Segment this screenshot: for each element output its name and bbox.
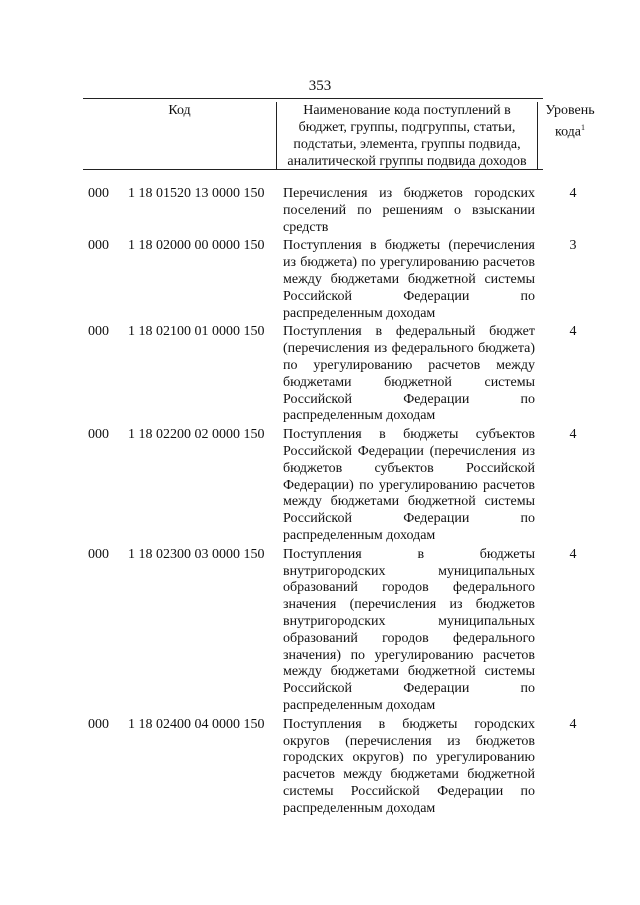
table-row — [0, 324, 640, 425]
row-code: 1 18 01520 13 0000 150 — [128, 186, 265, 201]
row-group-code: 000 — [88, 186, 109, 201]
table-row — [0, 547, 640, 715]
row-group-code: 000 — [88, 238, 109, 254]
row-level: 4 — [569, 427, 577, 443]
header-name: Наименование кода поступлений в бюджет, группы, подгруппы, статьи, подстатьи, элемента, группы подвида, аналитической группы подвида доходов — [276, 102, 538, 169]
table-row — [0, 238, 640, 322]
row-code: 1 18 02400 04 0000 150 — [128, 716, 265, 732]
row-code: 1 18 02200 02 0000 150 — [128, 427, 265, 443]
row-group-code: 000 — [88, 427, 109, 443]
table-row — [0, 427, 640, 545]
row-name: Поступления в бюджеты субъектов Российской Федерации (перечисления из бюджетов субъектов Российской Федерации) по урегулированию расчетов между бюджетами бюджетной системы Российской Федерации по распределенным доходам — [283, 427, 535, 543]
row-name: Поступления в федеральный бюджет (перечисления из федерального бюджета) по урегулированию расчетов между бюджетами бюджетной системы Российской Федерации по распределенным доходам — [283, 324, 535, 424]
table-header — [83, 98, 595, 170]
row-group-code: 000 — [88, 324, 109, 340]
row-name: Поступления в бюджеты (перечисления из бюджета) по урегулированию расчетов между бюджетами бюджетной системы Российской Федерации по распределенным доходам — [283, 238, 535, 321]
row-name: Перечисления из бюджетов городских поселений по решениям о взыскании средств — [283, 186, 535, 235]
header-code: Код — [168, 103, 191, 118]
row-level: 4 — [569, 186, 577, 201]
table-row — [0, 717, 640, 818]
row-code: 1 18 02000 00 0000 150 — [128, 238, 265, 254]
table-body — [0, 186, 640, 817]
row-level: 4 — [569, 546, 577, 562]
table-row — [0, 186, 640, 236]
row-level: 4 — [569, 324, 577, 340]
row-code: 1 18 02300 03 0000 150 — [128, 546, 265, 562]
header-level — [538, 102, 602, 141]
row-level: 3 — [569, 238, 577, 254]
row-group-code: 000 — [88, 716, 109, 732]
header-level-footnote: 1 — [581, 123, 586, 132]
row-code: 1 18 02100 01 0000 150 — [128, 324, 265, 340]
row-name: Поступления в бюджеты внутригородских муниципальных образований городов федерального значения (перечисления из бюджетов внутригородских муниципальных образований городов федерального значения) по урегулированию расчетов между бюджетами бюджетной системы Российской Федерации по распределенным доходам — [283, 546, 535, 713]
row-level: 4 — [569, 716, 577, 732]
row-group-code: 000 — [88, 546, 109, 562]
page-number: 353 — [308, 78, 332, 94]
row-name: Поступления в бюджеты городских округов (перечисления из бюджетов городских округов) по урегулированию расчетов между бюджетами бюджетной системы Российской Федерации по распределенным доходам — [283, 716, 535, 816]
header-level-label: Уровень кода — [545, 103, 595, 140]
